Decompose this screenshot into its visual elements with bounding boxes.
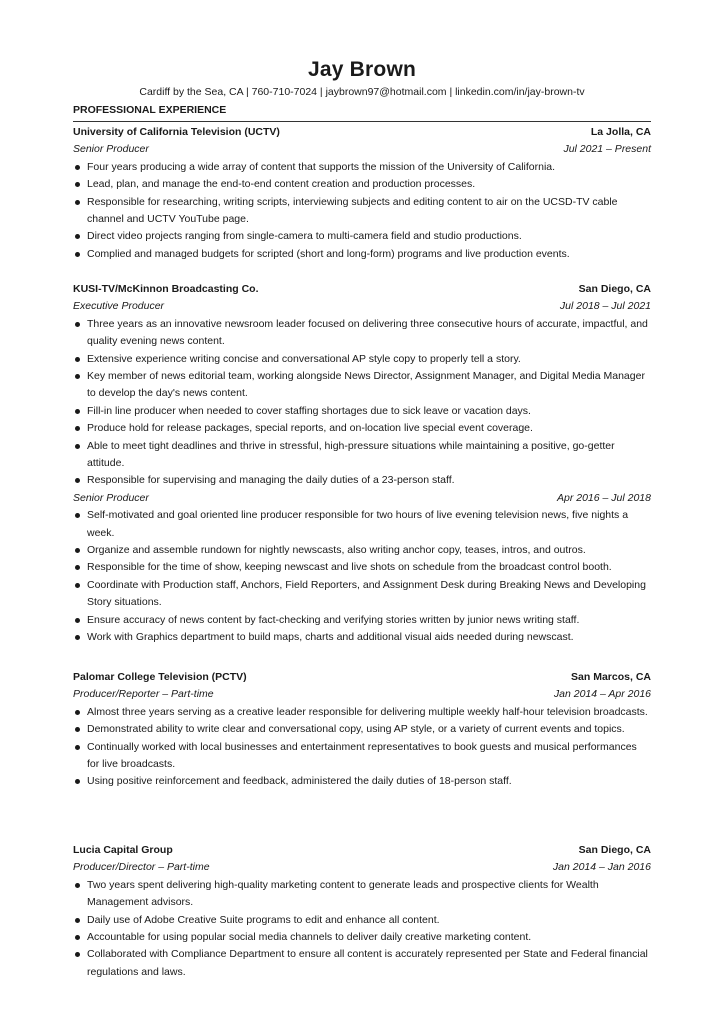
bullet-item: Accountable for using popular social media channels to deliver daily creative marketing content. [73, 929, 651, 946]
role-dates: Jul 2021 – Present [563, 143, 651, 156]
bullet-item: Key member of news editorial team, working alongside News Director, Assignment Manager, and Digital Media Manager to develop the day's news content. [73, 368, 651, 403]
bullet-list [73, 507, 651, 646]
bullet-item: Fill-in line producer when needed to cover staffing shortages due to sick leave or vacation days. [73, 403, 651, 420]
bullet-item: Almost three years serving as a creative leader responsible for delivering multiple weekly half-hour television broadcasts. [73, 704, 651, 721]
bullet-item: Work with Graphics department to build maps, charts and additional visual aids needed during newscast. [73, 629, 651, 646]
job-kusi [73, 281, 651, 646]
contact-line: Cardiff by the Sea, CA | 760-710-7024 | jaybrown97@hotmail.com | linkedin.com/in/jay-brown-tv [139, 86, 585, 98]
role-dates: Jan 2014 – Jan 2016 [552, 861, 651, 874]
bullet-list [73, 316, 651, 490]
bullet-item: Three years as an innovative newsroom leader focused on delivering three consecutive hours of accurate, impactful, and quality evening news content. [73, 316, 651, 351]
bullet-item: Responsible for supervising and managing the daily duties of a 23-person staff. [73, 472, 651, 489]
role-title: Producer/Director – Part-time [73, 861, 210, 874]
bullet-item: Using positive reinforcement and feedback, administered the daily duties of 18-person staff. [73, 773, 651, 790]
bullet-item: Demonstrated ability to write clear and conversational copy, using AP style, or a variety of current events and topics. [73, 721, 651, 738]
job-uctv [73, 124, 651, 263]
bullet-item: Two years spent delivering high-quality marketing content to generate leads and prospective clients for Wealth Management advisors. [73, 877, 651, 912]
role-dates: Jan 2014 – Apr 2016 [553, 688, 651, 701]
bullet-item: Ensure accuracy of news content by fact-checking and verifying stories written by junior news writing staff. [73, 612, 651, 629]
bullet-item: Responsible for researching, writing scripts, interviewing subjects and editing content to air on the UCSD-TV cable channel and UCTV YouTube page. [73, 194, 651, 229]
bullet-item: Direct video projects ranging from single-camera to multi-camera field and studio productions. [73, 228, 651, 245]
job-location: San Marcos, CA [571, 671, 651, 683]
bullet-item: Collaborated with Compliance Department to ensure all content is accurately represented per State and Federal financial regulations and laws. [73, 946, 651, 981]
bullet-list [73, 159, 651, 263]
job-pctv [73, 669, 651, 791]
bullet-item: Coordinate with Production staff, Anchors, Field Reporters, and Assignment Desk during Breaking News and Developing Story situations. [73, 577, 651, 612]
bullet-item: Self-motivated and goal oriented line producer responsible for two hours of live evening television news, five nights a week. [73, 507, 651, 542]
section-divider [73, 121, 651, 122]
bullet-item: Extensive experience writing concise and conversational AP style copy to properly tell a story. [73, 351, 651, 368]
job-location: La Jolla, CA [590, 126, 651, 138]
bullet-item: Continually worked with local businesses and entertainment representatives to book guests and musical performances for live broadcasts. [73, 739, 651, 774]
role-title: Executive Producer [73, 300, 165, 313]
bullet-item: Complied and managed budgets for scripted (short and long-form) programs and live production events. [73, 246, 651, 263]
role-dates: Jul 2018 – Jul 2021 [559, 300, 651, 313]
role-title: Senior Producer [73, 143, 149, 156]
company-name: Lucia Capital Group [73, 844, 173, 856]
role-title: Senior Producer [73, 491, 149, 504]
job-lucia [73, 842, 651, 981]
bullet-item: Four years producing a wide array of content that supports the mission of the University of California. [73, 159, 651, 176]
bullet-item: Responsible for the time of show, keeping newscast and live shots on schedule from the broadcast control booth. [73, 559, 651, 576]
role-title: Producer/Reporter – Part-time [73, 688, 214, 701]
company-name: KUSI-TV/McKinnon Broadcasting Co. [73, 283, 259, 295]
role-dates: Apr 2016 – Jul 2018 [557, 491, 651, 504]
company-name: Palomar College Television (PCTV) [73, 671, 247, 683]
candidate-name: Jay Brown [308, 58, 416, 81]
bullet-item: Organize and assemble rundown for nightly newscasts, also writing anchor copy, teases, intros, and outros. [73, 542, 651, 559]
bullet-item: Lead, plan, and manage the end-to-end content creation and production processes. [73, 176, 651, 193]
section-title: PROFESSIONAL EXPERIENCE [73, 104, 227, 116]
bullet-item: Able to meet tight deadlines and thrive in stressful, high-pressure situations while maintaining a positive, go-getter attitude. [73, 438, 651, 473]
bullet-list [73, 704, 651, 791]
job-location: San Diego, CA [578, 283, 651, 295]
bullet-item: Produce hold for release packages, special reports, and on-location live special event coverage. [73, 420, 651, 437]
bullet-list [73, 877, 651, 981]
job-location: San Diego, CA [578, 844, 651, 856]
company-name: University of California Television (UCTV) [73, 126, 280, 138]
bullet-item: Daily use of Adobe Creative Suite programs to edit and enhance all content. [73, 912, 651, 929]
